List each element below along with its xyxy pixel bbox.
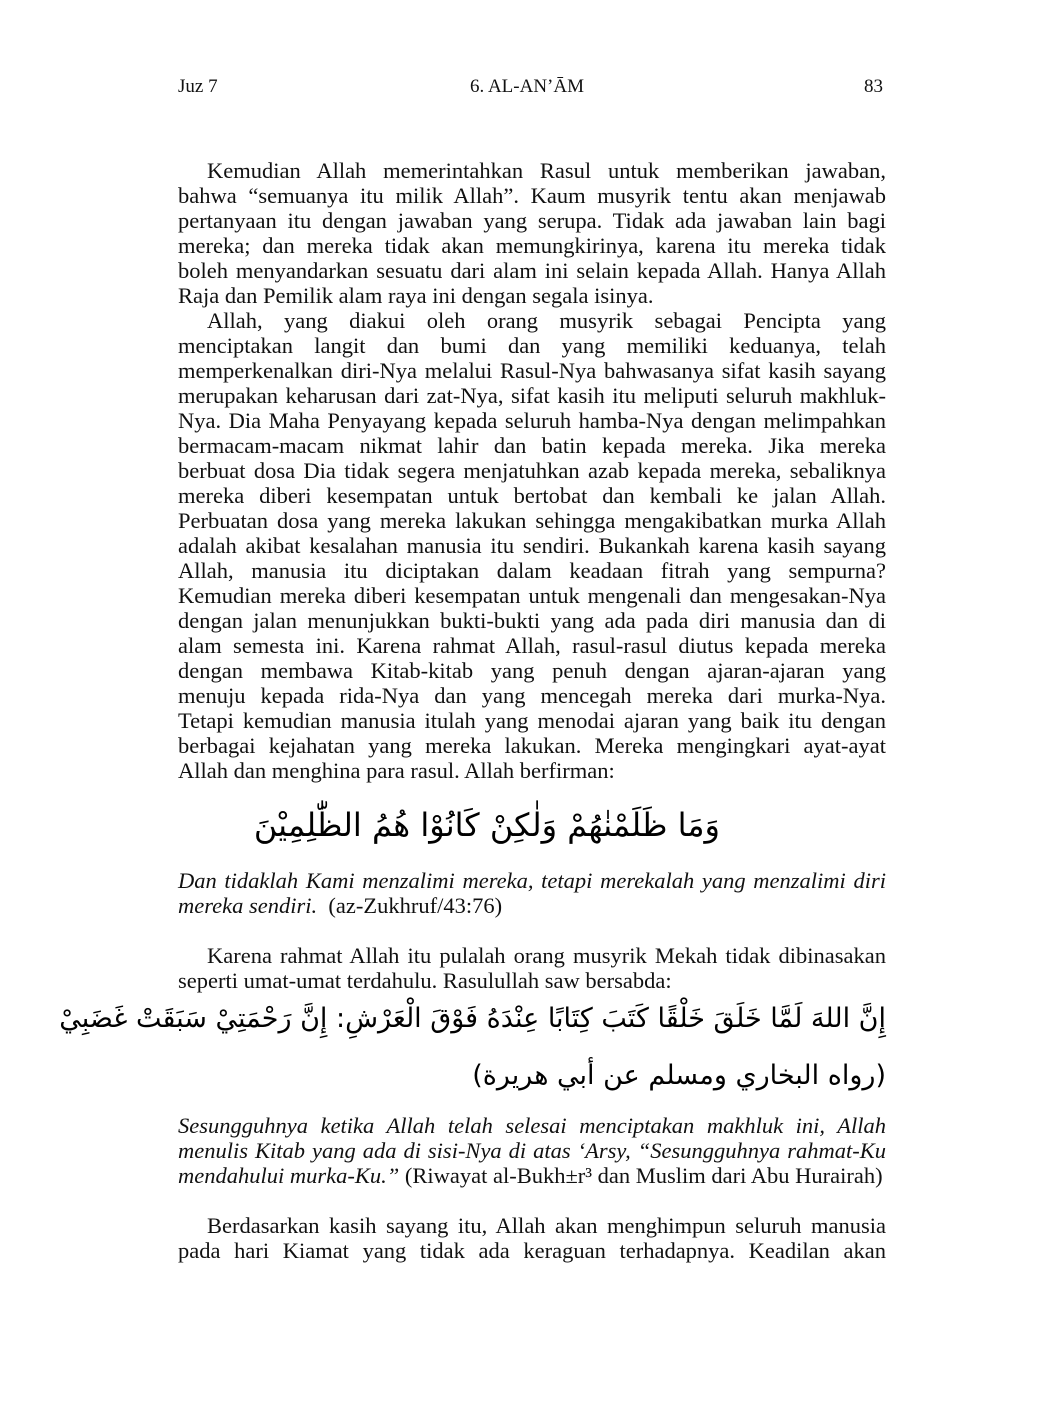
- text-line: dengan jalan menunjukkan bukti-bukti yang ada pada diri manusia dan di: [178, 608, 886, 633]
- text-line: Perbuatan dosa yang mereka lakukan sehingga mengakibatkan murka Allah: [178, 508, 886, 533]
- paragraph-1: [178, 158, 886, 308]
- text-line: menuju kepada rida-Nya dan yang mencegah mereka dari murka-Nya.: [178, 683, 886, 708]
- translation-line-last: [178, 893, 886, 918]
- text-line: Allah, yang diakui oleh orang musyrik sebagai Pencipta yang: [207, 308, 886, 333]
- text-line: adalah akibat kesalahan manusia itu sendiri. Bukankah karena kasih sayang: [178, 533, 886, 558]
- text-line: pada hari Kiamat yang tidak ada keraguan terhadapnya. Keadilan akan: [178, 1238, 886, 1263]
- text-line: Berdasarkan kasih sayang itu, Allah akan menghimpun seluruh manusia: [207, 1213, 886, 1238]
- text-line: berbagai kejahatan yang mereka lakukan. Mereka mengingkari ayat-ayat: [178, 733, 886, 758]
- header-juz: Juz 7: [178, 76, 218, 97]
- translation-line: menulis Kitab yang ada di sisi-Nya di atas ‘Arsy, “Sesungguhnya rahmat-Ku: [178, 1138, 886, 1163]
- text-line: memperkenalkan diri-Nya melalui Rasul-Nya bahwasanya sifat kasih sayang: [178, 358, 886, 383]
- hadith-reference: (Riwayat al-Bukh±r³ dan Muslim dari Abu Hurairah): [404, 1163, 883, 1188]
- text-line: berbuat dosa Dia tidak segera menjatuhkan azab kepada mereka, sebaliknya: [178, 458, 886, 483]
- text-line: menciptakan langit dan bumi dan yang memiliki keduanya, telah: [178, 333, 886, 358]
- text-line: Kemudian Allah memerintahkan Rasul untuk memberikan jawaban,: [207, 158, 886, 183]
- text-line: Nya. Dia Maha Penyayang kepada seluruh hamba-Nya dengan melimpahkan: [178, 408, 886, 433]
- paragraph-3: [178, 943, 886, 993]
- text-line: Kemudian mereka diberi kesempatan untuk mengenali dan mengesakan-Nya: [178, 583, 886, 608]
- hadith-translation: [178, 1113, 886, 1188]
- translation-text: mendahului murka-Ku.”: [178, 1163, 400, 1188]
- text-line: bermacam-macam nikmat lahir dan batin kepada mereka. Jika mereka: [178, 433, 886, 458]
- text-line: pertanyaan itu dengan jawaban yang serupa. Tidak ada jawaban lain bagi: [178, 208, 886, 233]
- paragraph-2: [178, 308, 886, 783]
- text-line: Karena rahmat Allah itu pulalah orang musyrik Mekah tidak dibinasakan: [207, 943, 886, 968]
- text-line: mereka diberi kesempatan untuk bertobat dan kembali ke jalan Allah.: [178, 483, 886, 508]
- paragraph-4: [178, 1213, 886, 1263]
- header-surah-title: 6. AL-AN’ĀM: [470, 76, 584, 97]
- text-line: Tetapi kemudian manusia itulah yang menodai ajaran yang baik itu dengan: [178, 708, 886, 733]
- page-number: 83: [864, 76, 883, 97]
- text-line: bahwa “semuanya itu milik Allah”. Kaum musyrik tentu akan menjawab: [178, 183, 886, 208]
- text-line: seperti umat-umat terdahulu. Rasulullah saw bersabda:: [178, 968, 672, 993]
- hadith-arabic: إِنَّ اللهَ لَمَّا خَلَقَ خَلْقًا كَتَبَ كِتَابًا عِنْدَهُ فَوْقَ الْعَرْشِ: إِنَّ رَحْمَتِيْ سَبَقَتْ غَضَبِيْ: [59, 1003, 886, 1034]
- text-line: merupakan keharusan dari zat-Nya, sifat kasih itu meliputi seluruh makhluk-: [178, 383, 886, 408]
- text-line: dengan membawa Kitab-kitab yang penuh dengan ajaran-ajaran yang: [178, 658, 886, 683]
- text-line: alam semesta ini. Karena rahmat Allah, rasul-rasul diutus kepada mereka: [178, 633, 886, 658]
- translation-line: Dan tidaklah Kami menzalimi mereka, tetapi merekalah yang menzalimi diri: [178, 868, 886, 893]
- verse-reference: (az-Zukhruf/43:76): [328, 893, 503, 918]
- hadith-source-arabic: (رواه البخاري ومسلم عن أبي هريرة): [472, 1060, 886, 1091]
- translation-line-last: [178, 1163, 886, 1188]
- text-line: boleh menyandarkan sesuatu dari alam ini selain kepada Allah. Hanya Allah: [178, 258, 886, 283]
- text-line: Allah, manusia itu diciptakan dalam keadaan fitrah yang sempurna?: [178, 558, 886, 583]
- verse-translation: [178, 868, 886, 918]
- text-line: mereka; dan mereka tidak akan memungkirinya, karena itu mereka tidak: [178, 233, 886, 258]
- text-line: Allah dan menghina para rasul. Allah berfirman:: [178, 758, 615, 783]
- translation-line: Sesungguhnya ketika Allah telah selesai menciptakan makhluk ini, Allah: [178, 1113, 886, 1138]
- translation-text: mereka sendiri.: [178, 893, 318, 918]
- quran-verse-arabic: وَمَا ظَلَمْنٰهُمْ وَلٰكِنْ كَانُوْا هُمُ الظّٰلِمِيْنَ: [253, 806, 720, 844]
- text-line: Raja dan Pemilik alam raya ini dengan segala isinya.: [178, 283, 654, 308]
